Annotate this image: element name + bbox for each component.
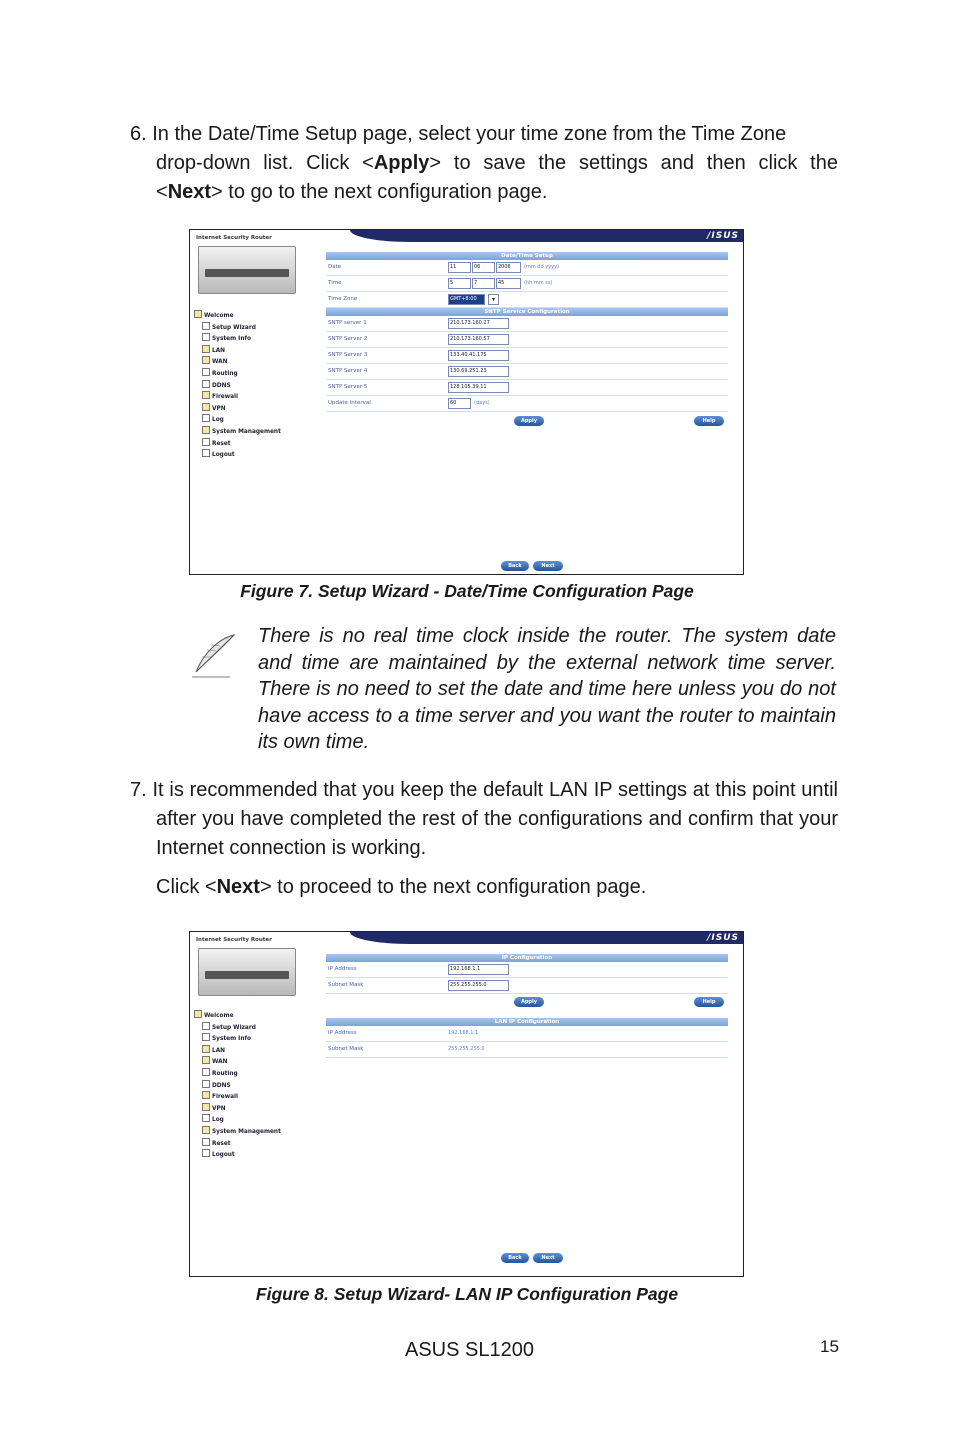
chevron-down-icon[interactable]: ▾ [488, 294, 499, 305]
nav-item-label: Welcome [204, 1013, 234, 1019]
nav-item-system-info[interactable] [194, 1033, 314, 1045]
header-banner-2 [350, 932, 743, 944]
sntp-row: SNTP Server 2 210.173.160.57 [326, 332, 728, 348]
lan-mask-value: 255.255.255.0 [448, 1046, 485, 1052]
nav-item-reset[interactable] [194, 1138, 314, 1150]
nav-item-label: Routing [212, 1070, 238, 1077]
ip-panel [326, 954, 728, 1058]
step6-paragraph [130, 120, 838, 207]
nav-tree [194, 310, 314, 461]
nav-item-label: Logout [212, 452, 235, 459]
sntp-row: SNTP server 1 210.173.160.27 [326, 316, 728, 332]
screenshot-header [190, 230, 743, 242]
step6-line1: 6. In the Date/Time Setup page, select your time zone from the Time Zone [130, 123, 787, 145]
step6-line2: drop-down list. Click <Apply> to save the settings and then click the [156, 152, 838, 174]
lan-ip-section-title: LAN IP Configuration [326, 1018, 728, 1026]
nav-item-label: DDNS [212, 1082, 231, 1089]
document-icon [202, 1033, 210, 1041]
sntp-row: SNTP Server 5 128.105.39.11 [326, 380, 728, 396]
nav-item-vpn[interactable] [194, 403, 314, 415]
nav-item-wan[interactable] [194, 356, 314, 368]
page-number: 15 [820, 1337, 839, 1356]
nav-item-label: Log [212, 417, 224, 424]
header-banner [350, 230, 743, 242]
nav-item-reset[interactable] [194, 438, 314, 450]
step7-click-line: Click <Next> to proceed to the next configuration page. [156, 876, 647, 898]
nav-item-system-management[interactable] [194, 1126, 314, 1138]
document-icon [202, 1138, 210, 1146]
year-input[interactable]: 2006 [496, 262, 521, 273]
month-input[interactable]: 11 [448, 262, 471, 273]
nav-item-label: Setup Wizard [212, 324, 256, 331]
screenshot-header-2 [190, 932, 743, 944]
sntp-section-title: SNTP Service Configuration [326, 308, 728, 316]
apply-button[interactable]: Apply [514, 416, 544, 426]
apply-keyword: Apply [373, 152, 430, 174]
document-icon [202, 1068, 210, 1076]
nav-item-label: WAN [212, 359, 228, 366]
feather-pen-icon [190, 632, 238, 680]
nav-item-lan[interactable] [194, 1045, 314, 1057]
nav-item-welcome[interactable] [194, 310, 314, 322]
nav-item-label: Routing [212, 370, 238, 377]
back-button[interactable]: Back [501, 561, 529, 571]
nav-item-label: System Info [212, 1036, 251, 1043]
sntp-row: SNTP Server 3 133.40.41.175 [326, 348, 728, 364]
nav-item-firewall[interactable] [194, 1091, 314, 1103]
router-image-2 [198, 948, 296, 996]
help-button-2[interactable]: Help [694, 997, 724, 1007]
nav-tree-2 [194, 1010, 314, 1161]
document-icon [202, 1114, 210, 1122]
nav-item-label: DDNS [212, 382, 231, 389]
nav-item-routing[interactable] [194, 368, 314, 380]
sntp-rows [326, 316, 728, 412]
next-button[interactable]: Next [533, 561, 563, 571]
nav-item-setup-wizard[interactable] [194, 1022, 314, 1034]
nav-item-ddns[interactable] [194, 1080, 314, 1092]
nav-item-setup-wizard[interactable] [194, 322, 314, 334]
nav-item-label: Firewall [212, 394, 238, 401]
footer-title: ASUS SL1200 [405, 1339, 534, 1361]
nav-item-label: Reset [212, 440, 231, 447]
nav-item-lan[interactable] [194, 345, 314, 357]
folder-icon [202, 1045, 210, 1053]
document-icon [202, 368, 210, 376]
figure8-screenshot [189, 931, 744, 1277]
folder-icon [202, 1103, 210, 1111]
nav-item-system-management[interactable] [194, 426, 314, 438]
router-image [198, 246, 296, 294]
apply-button-2[interactable]: Apply [514, 997, 544, 1007]
nav-item-label: Log [212, 1117, 224, 1124]
step7-text: 7. It is recommended that you keep the default LAN IP settings at this point until after you have completed the rest of the configurations and confirm that your Internet connection is working. [130, 779, 838, 859]
nav-item-logout[interactable] [194, 449, 314, 461]
asus-logo: /ISUS [707, 231, 739, 241]
subnet-mask-row: Subnet Mask 255.255.255.0 [326, 978, 728, 994]
next-keyword-2: Next [216, 876, 260, 898]
folder-icon [202, 356, 210, 364]
document-icon [202, 438, 210, 446]
next-keyword: Next [167, 181, 212, 203]
hour-input[interactable]: 5 [448, 278, 471, 289]
folder-icon [202, 1126, 210, 1134]
folder-icon [194, 1010, 202, 1018]
sntp-input[interactable]: 60 [448, 398, 471, 409]
nav-item-system-info[interactable] [194, 333, 314, 345]
folder-icon [202, 391, 210, 399]
sntp-input[interactable]: 210.173.160.27 [448, 318, 509, 329]
nav-item-label: Reset [212, 1140, 231, 1147]
figure7-screenshot [189, 229, 744, 575]
nav-item-label: LAN [212, 347, 226, 354]
sntp-input[interactable]: 128.105.39.11 [448, 382, 509, 393]
nav-item-label: System Management [212, 428, 281, 435]
folder-icon [202, 1056, 210, 1064]
nav-item-log[interactable] [194, 414, 314, 426]
figure8-caption: Figure 8. Setup Wizard- LAN IP Configuration Page [255, 1284, 679, 1304]
note-text: There is no real time clock inside the router. The system date and time are maintained by the external network time server. There is no need to set the date and time here unless you do not have access to a time server and you want the router to maintain its own time. [258, 625, 836, 753]
timezone-select[interactable]: GMT+8:00 [448, 294, 485, 305]
nav-item-label: System Info [212, 336, 251, 343]
document-icon [202, 380, 210, 388]
document-icon [202, 1149, 210, 1157]
folder-icon [202, 1091, 210, 1099]
sntp-input[interactable]: 133.40.41.175 [448, 350, 509, 361]
asus-logo-2: /ISUS [707, 933, 739, 943]
nav-item-welcome[interactable] [194, 1010, 314, 1022]
sntp-input[interactable]: 210.173.160.57 [448, 334, 509, 345]
sntp-row: Update Interval 60 (days) [326, 396, 728, 412]
figure7-caption: Figure 7. Setup Wizard - Date/Time Configuration Page [240, 581, 694, 601]
folder-icon [202, 345, 210, 353]
ip-section-title: IP Configuration [326, 954, 728, 962]
datetime-section-title: Date/Time Setup [326, 252, 728, 260]
sntp-row: SNTP Server 4 130.69.251.23 [326, 364, 728, 380]
nav-item-routing[interactable] [194, 1068, 314, 1080]
subnet-mask-input[interactable]: 255.255.255.0 [448, 980, 509, 991]
lan-ip-value: 192.168.1.1 [448, 1030, 479, 1036]
document-icon [202, 1080, 210, 1088]
nav-item-ddns[interactable] [194, 380, 314, 392]
nav-item-label: LAN [212, 1047, 226, 1054]
ip-address-input[interactable]: 192.168.1.1 [448, 964, 509, 975]
nav-item-logout[interactable] [194, 1149, 314, 1161]
next-button-2[interactable]: Next [533, 1253, 563, 1263]
lan-mask-row: Subnet Mask 255.255.255.0 [326, 1042, 728, 1058]
step7-paragraph [130, 776, 838, 863]
brand-label-2: Internet Security Router [196, 937, 272, 943]
help-button[interactable]: Help [694, 416, 724, 426]
nav-item-firewall[interactable] [194, 391, 314, 403]
second-input[interactable]: 45 [496, 278, 521, 289]
folder-icon [202, 403, 210, 411]
nav-item-label: Setup Wizard [212, 1024, 256, 1031]
minute-input[interactable]: 7 [472, 278, 495, 289]
nav-item-wan[interactable] [194, 1056, 314, 1068]
document-icon [202, 322, 210, 330]
nav-item-vpn[interactable] [194, 1103, 314, 1115]
ip-address-row: IP Address 192.168.1.1 [326, 962, 728, 978]
nav-item-label: WAN [212, 1059, 228, 1066]
sntp-input[interactable]: 130.69.251.23 [448, 366, 509, 377]
nav-item-label: Welcome [204, 313, 234, 319]
day-input[interactable]: 06 [472, 262, 495, 273]
brand-label: Internet Security Router [196, 235, 272, 241]
folder-icon [194, 310, 202, 318]
nav-item-label: System Management [212, 1128, 281, 1135]
time-row: Time 5 7 45 (hh mm ss) [326, 276, 728, 292]
nav-item-label: VPN [212, 1105, 226, 1112]
date-row: Date 11 06 2006 (mm dd yyyy) [326, 260, 728, 276]
document-icon [202, 449, 210, 457]
nav-item-label: Logout [212, 1152, 235, 1159]
document-icon [202, 1022, 210, 1030]
lan-ip-row: IP Address 192.168.1.1 [326, 1026, 728, 1042]
datetime-panel [326, 252, 728, 438]
folder-icon [202, 426, 210, 434]
nav-item-log[interactable] [194, 1114, 314, 1126]
document-icon [202, 414, 210, 422]
back-button-2[interactable]: Back [501, 1253, 529, 1263]
step6-line3: <Next> to go to the next configuration page. [156, 181, 548, 203]
timezone-row: Time Zone GMT+8:00 ▾ [326, 292, 728, 308]
nav-item-label: VPN [212, 405, 226, 412]
nav-item-label: Firewall [212, 1094, 238, 1101]
document-icon [202, 333, 210, 341]
